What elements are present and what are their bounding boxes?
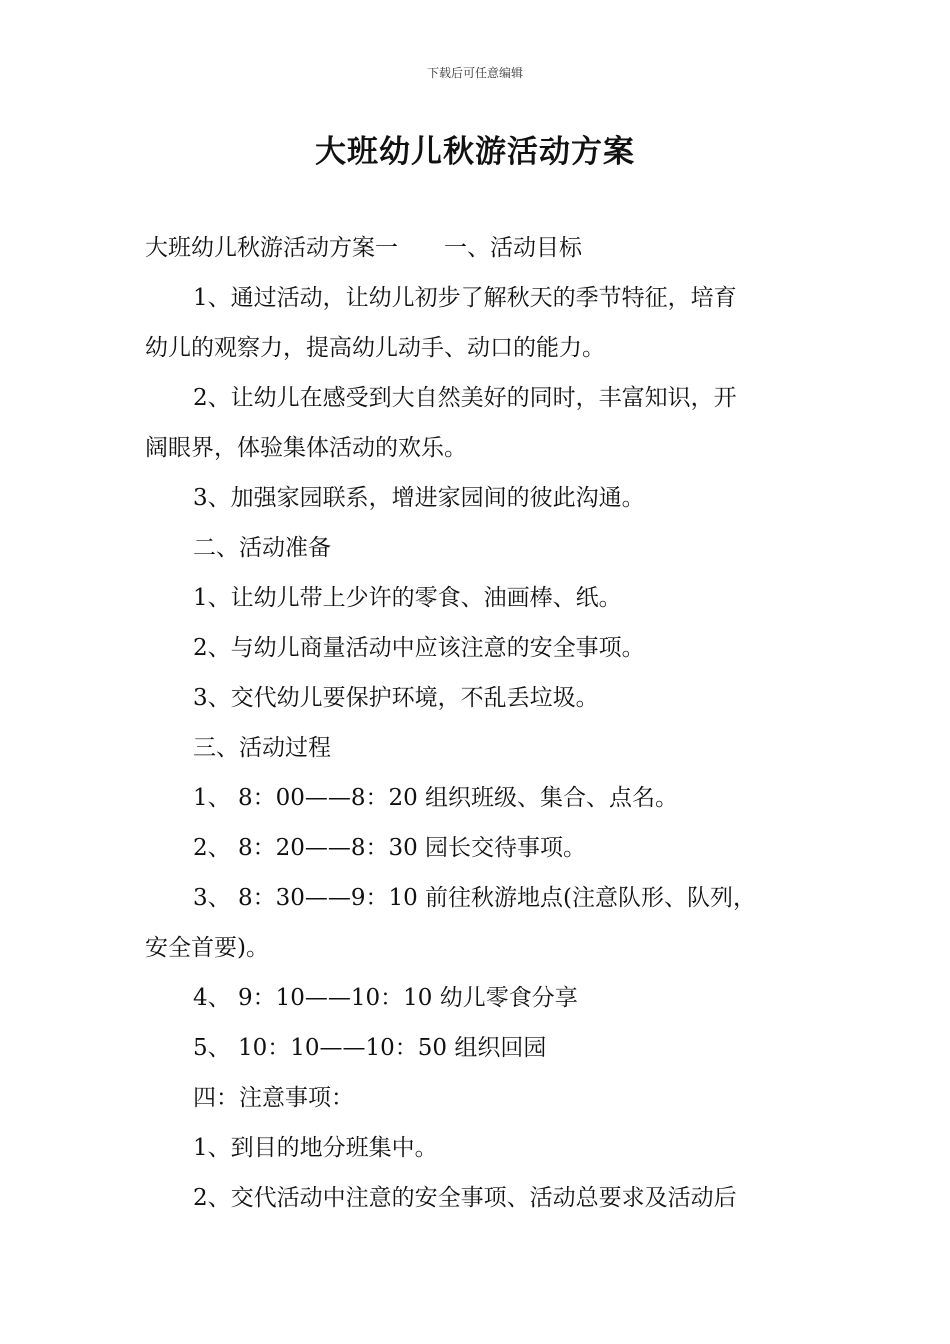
- paragraph-line: 2、与幼儿商量活动中应该注意的安全事项。: [193, 635, 645, 661]
- paragraph-line: 2、交代活动中注意的安全事项、活动总要求及活动后: [193, 1185, 737, 1211]
- paragraph-line: 3、交代幼儿要保护环境，不乱丢垃圾。: [193, 685, 599, 711]
- schedule-line: 2、 8：20——8：30 园长交待事项。: [193, 835, 587, 861]
- schedule-line: 4、 9：10——10：10 幼儿零食分享: [193, 985, 578, 1011]
- paragraph-line: 安全首要)。: [145, 935, 269, 961]
- section-heading-notes: 四：注意事项：: [193, 1085, 354, 1111]
- section-heading-preparation: 二、活动准备: [193, 535, 331, 561]
- paragraph-line: 3、加强家园联系，增进家园间的彼此沟通。: [193, 485, 645, 511]
- paragraph-line: 1、到目的地分班集中。: [193, 1135, 438, 1161]
- section-heading-process: 三、活动过程: [193, 735, 331, 761]
- paragraph-line: 阔眼界，体验集体活动的欢乐。: [145, 435, 467, 461]
- schedule-line: 5、 10：10——10：50 组织回园: [193, 1035, 547, 1061]
- schedule-line: 1、 8：00——8：20 组织班级、集合、点名。: [193, 785, 679, 811]
- section-heading-goals: 一、活动目标: [444, 235, 582, 261]
- plan-label: 大班幼儿秋游活动方案一: [145, 235, 398, 261]
- paragraph-line: 2、让幼儿在感受到大自然美好的同时，丰富知识，开: [193, 385, 737, 411]
- paragraph-line: 1、让幼儿带上少许的零食、油画棒、纸。: [193, 585, 622, 611]
- paragraph-line: 1、通过活动，让幼儿初步了解秋天的季节特征，培育: [193, 285, 737, 311]
- document-title: 大班幼儿秋游活动方案: [315, 134, 635, 170]
- document-body: [145, 223, 810, 1223]
- intro-line: [145, 223, 810, 273]
- header-note: 下载后可任意编辑: [426, 66, 523, 80]
- schedule-line: 3、 8：30——9：10 前往秋游地点(注意队形、队列，: [193, 885, 757, 911]
- paragraph-line: 幼儿的观察力，提高幼儿动手、动口的能力。: [145, 335, 605, 361]
